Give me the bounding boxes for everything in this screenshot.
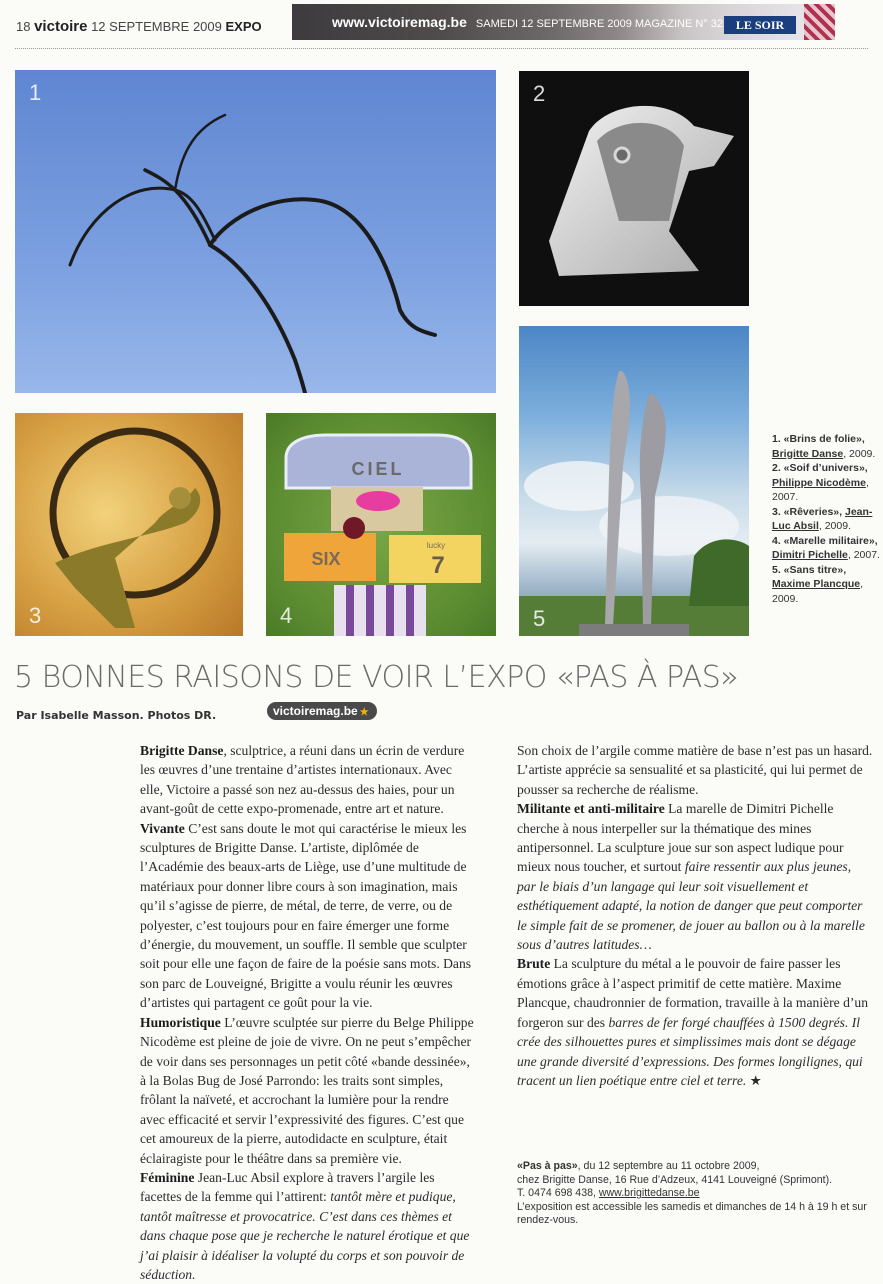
article-headline: 5 BONNES RAISONS DE VOIR L’EXPO «PAS À PAS» — [14, 660, 739, 695]
photo-2 — [519, 71, 749, 306]
wire-sculpture-illustration — [15, 70, 496, 393]
star-icon: ★ — [359, 707, 369, 718]
quote-italic: faire ressentir aux plus jeunes, par le biais d’un langage qui leur soit visuellement et esthétiquement adapté, la notion de danger que peut comporter le simple fait de se promener, de jouer au ballon ou à la marelle sous d’autres latitudes… — [517, 859, 865, 953]
hopscotch-lucky-label: lucky — [426, 541, 446, 550]
photo-captions — [772, 432, 880, 606]
event-info — [517, 1160, 873, 1228]
photo-4 — [266, 413, 496, 636]
event-title: «Pas à pas» — [517, 1160, 578, 1172]
section-vivante: Vivante C’est sans doute le mot qui caractérise le mieux les sculptures de Brigitte Danse. L’artiste, diplômée de l’Académie des beaux-arts de Liège, use d’une multitude de matériaux pour donner libre cours à son imagination, mais qu’il s’agisse de pierre, de métal, de terre, de verre, ou de polyester, c’est toujours pour en faire émerger une forme d’énergie, du mouvement, un souffle. Il semble que sculpter soit pour elle une façon de faire de la poésie sans mots. Dans son parc de Louveigné, Brigitte a voulu réunir les œuvres d’artistes qui partagent ce goût pour la vie. — [140, 820, 472, 1011]
le-soir-logo: LE SOIR — [724, 16, 796, 34]
intro-lead: Brigitte Danse — [140, 743, 224, 758]
quote-italic: barres de fer forgé chauffées à 1500 degrés. Il crée des silhouettes pures et simplissimes mais dont se dégage une grande diversité d’expressions. Des formes longilignes, qui tracent un lien poétique entre ciel et terre. — [517, 1014, 863, 1088]
photo-number: 3 — [29, 603, 42, 628]
event-address: chez Brigitte Danse, 16 Rue d’Adzeux, 4141 Louveigné (Sprimont). — [517, 1173, 833, 1186]
section-heading: Brute — [517, 956, 551, 972]
top-banner — [292, 4, 835, 40]
banner-flag-decor — [804, 4, 835, 40]
caption-item: 3. «Rêveries», Jean-Luc Absil, 2009. — [772, 505, 873, 532]
section-brute: Brute La sculpture du métal a le pouvoir de faire passer les émotions grâce à l’aspect primitif de cette matière. Maxime Plancque, chaudronnier de formation, travaille à la manière d’un forgeron sur des barres de fer forgé chauffées à 1500 degrés. Il crée des silhouettes pures et simplissimes mais dont se dégage une grande diversité d’expressions. Des formes longilignes, qui tracent un lien poétique entre ciel et terre. ★ — [517, 956, 869, 1088]
caption-item: 5. «Sans titre», Maxime Plancque, 2009. — [772, 563, 864, 605]
article-column-2 — [517, 741, 873, 1090]
article-byline: Par Isabelle Masson. Photos DR. — [16, 709, 217, 722]
stone-sculpture-illustration — [519, 71, 749, 306]
banner-site: www.victoiremag.be — [332, 14, 467, 30]
brand-name: victoire — [34, 18, 88, 35]
photo-number: 1 — [29, 80, 42, 105]
photo-number: 5 — [533, 606, 546, 631]
website-link[interactable]: www.brigittedanse.be — [598, 1187, 700, 1200]
section-feminine: Féminine Jean-Luc Absil explore à travers l’argile les facettes de la femme qui l’attirent: tantôt mère et pudique, tantôt maîtresse et provocatrice. C’est dans ces thèmes et dans chaque pose que je recherche le naturel érotique et que j’ai plaisir à idéaliser la volupté du corps et son pouvoir de séduction. — [140, 1169, 470, 1282]
photo-number: 2 — [533, 81, 546, 106]
photo-number: 4 — [280, 603, 293, 628]
quote-italic: tantôt mère et pudique, tantôt maîtresse et provocatrice. C’est dans ces thèmes et dans chaque pose que je recherche le naturel érotique et que j’ai plaisir à idéaliser la volupté du corps et son pouvoir de séduction. — [140, 1189, 470, 1282]
page-number: 18 — [16, 19, 31, 34]
caption-item: 1. «Brins de folie», Brigitte Danse, 2009. — [772, 433, 876, 460]
article-intro: Brigitte Danse, sculptrice, a réuni dans un écrin de verdure les œuvres d’une trentaine d’artistes internationaux. Avec elle, Victoire a passé son nez au-dessus des haies, pour un avant-goût de cette expo-promenade, entre art et nature. — [140, 743, 465, 817]
section-militante: Militante et anti-militaire La marelle de Dimitri Pichelle cherche à nous interpeller sur la thématique des mines antipersonnel. La sculpture joue sur son aspect ludique pour mieux nous toucher, et surtout faire ressentir aux plus jeunes, par le biais d’un langage qui leur soit visuellement et esthétiquement adapté, la notion de danger que peut comporter le simple fait de se promener, de jouer au ballon ou à la marelle sous d’autres latitudes… — [517, 801, 865, 953]
section-heading: Humoristique — [140, 1014, 221, 1030]
event-hours: L’exposition est accessible les samedis et dimanches de 14 h à 19 h et sur rendez-vous. — [517, 1200, 867, 1227]
section-heading: Militante et anti-militaire — [517, 801, 665, 817]
section-label: EXPO — [225, 19, 262, 34]
page-header — [16, 18, 262, 35]
section-humoristique: Humoristique L’œuvre sculptée sur pierre du Belge Philippe Nicodème est pleine de joie de vivre. On ne peut s’empêcher de voir dans ses personnages un petit côté «bande dessinée», à la Bolas Bug de José Parrondo: les traits sont simples, frôlant la naïveté, et accrochant la lumière pour la rendre avec efficacité et servir l’expressivité des figures. C’est que cet amoureux de la pierre, autodidacte en sculpture, était éclairagiste pour le théâtre dans sa première vie. — [140, 1014, 474, 1166]
badge-label: victoiremag.be — [273, 704, 358, 718]
header-divider — [15, 48, 868, 49]
hopscotch-seven-label: 7 — [431, 552, 445, 579]
section-heading: Vivante — [140, 820, 185, 836]
issue-date: 12 SEPTEMBRE 2009 — [91, 19, 222, 34]
event-dates: «Pas à pas», du 12 septembre au 11 octobre 2009, — [517, 1160, 760, 1172]
end-star-icon: ★ — [746, 1072, 762, 1088]
photo-3 — [15, 413, 243, 636]
photo-1 — [15, 70, 496, 393]
hopscotch-ciel-label: CIEL — [351, 459, 405, 479]
victoiremag-badge[interactable] — [267, 702, 377, 720]
photo-5 — [519, 326, 749, 636]
hopscotch-illustration — [266, 413, 496, 636]
article-column-1 — [140, 741, 476, 1284]
banner-text — [332, 14, 723, 30]
bronze-sculpture-illustration — [15, 413, 243, 636]
metal-figures-illustration — [519, 326, 749, 636]
caption-item: 2. «Soif d’univers», Philippe Nicodème, 2007. — [772, 462, 869, 503]
banner-issue: SAMEDI 12 SEPTEMBRE 2009 MAGAZINE N° 32 — [475, 18, 724, 30]
section-feminine-continued: Son choix de l’argile comme matière de base n’est pas un hasard. L’artiste apprécie sa sensualité et sa plasticité, qui lui permet de pousser sa recherche de réalisme. — [517, 743, 873, 797]
hopscotch-six-label: SIX — [311, 549, 341, 569]
caption-item: 4. «Marelle militaire», Dimitri Pichelle, 2007. — [772, 534, 880, 561]
event-contact: T. 0474 698 438, www.brigittedanse.be — [517, 1187, 700, 1200]
section-heading: Féminine — [140, 1169, 195, 1185]
